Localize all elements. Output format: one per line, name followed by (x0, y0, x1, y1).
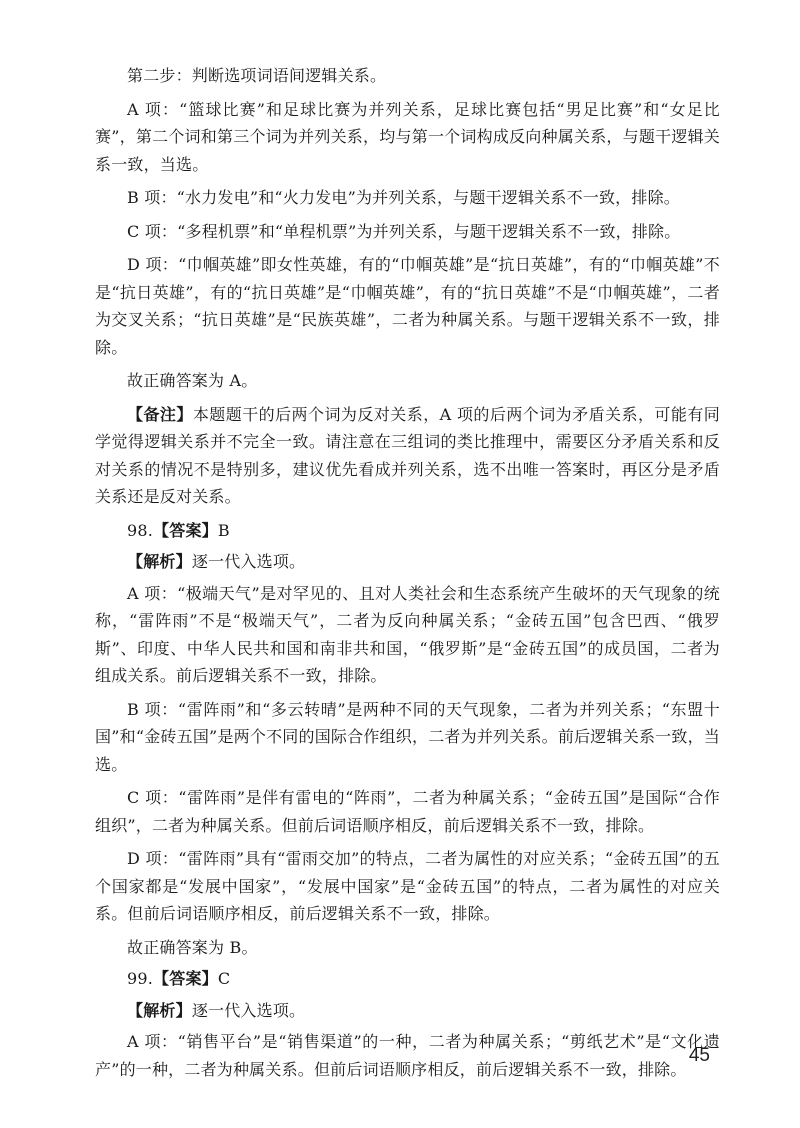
paragraph-98-conclusion (95, 934, 720, 962)
paragraph-text: C 项：“雷阵雨”是伴有雷电的“阵雨”，二者为种属关系；“金砖五国”是国际“合作组织”，二者为种属关系。但前后词语顺序相反，前后逻辑关系不一致，排除。 (95, 788, 720, 835)
paragraph-step-two (95, 62, 720, 90)
paragraph-option-c (95, 218, 720, 246)
paragraph-text: C 项：“多程机票”和“单程机票”为并列关系，与题干逻辑关系不一致，排除。 (127, 221, 681, 241)
paragraph-text: B 项：“水力发电”和“火力发电”为并列关系，与题干逻辑关系不一致，排除。 (127, 188, 680, 207)
analysis-label: 【解析】 (127, 1000, 192, 1020)
analysis-label: 【解析】 (127, 552, 192, 571)
note-label: 【备注】 (127, 404, 193, 424)
paragraph-option-a (95, 96, 720, 179)
paragraph-text: A 项：“篮球比赛”和足球比赛为并列关系，足球比赛包括“男足比赛”和“女足比赛”，第二个词和第三个词为并列关系，均与第一个词构成反向种属关系，与题干逻辑关系一致，当选。 (95, 99, 720, 174)
paragraph-text: 本题题干的后两个词为反对关系，A 项的后两个词为矛盾关系，可能有同学觉得逻辑关系并不完全一致。请注意在三组词的类比推理中，需要区分矛盾关系和反对关系的情况不是特别多，建议优先看成并列关系，选不出唯一答案时，再区分是矛盾关系还是反对关系。 (95, 404, 720, 506)
paragraph-99-option-a (95, 1028, 720, 1083)
question-number: 98. (127, 520, 154, 540)
answer-value: C (217, 969, 231, 988)
paragraph-98-option-c (95, 784, 720, 839)
paragraph-option-b (95, 184, 720, 212)
paragraph-98-option-b (95, 696, 720, 779)
analysis-98 (95, 548, 720, 576)
paragraph-option-d (95, 251, 720, 361)
paragraph-text: B 项：“雷阵雨”和“多云转晴”是两种不同的天气现象，二者为并列关系；“东盟十国”和“金砖五国”是两个不同的国际合作组织，二者为并列关系。前后逻辑关系一致，当选。 (95, 699, 720, 774)
page-number: 45 (688, 1045, 710, 1066)
paragraph-text: 逐一代入选项。 (191, 1000, 306, 1020)
paragraph-98-option-a (95, 580, 720, 690)
paragraph-text: A 项：“销售平台”是“销售渠道”的一种，二者为种属关系；“剪纸艺术”是“文化遗产”的一种，二者为种属关系。但前后词语顺序相反，前后逻辑关系不一致，排除。 (95, 1032, 720, 1079)
question-number: 99. (127, 969, 154, 988)
answer-98 (95, 517, 720, 545)
paragraph-text: A 项：“极端天气”是对罕见的、且对人类社会和生态系统产生破坏的天气现象的统称，“雷阵雨”不是“极端天气”，二者为反向种属关系；“金砖五国”包含巴西、“俄罗斯”、印度、中华人民共和国和南非共和国，“俄罗斯”是“金砖五国”的成员国，二者为组成关系。前后逻辑关系不一致，排除。 (95, 583, 720, 685)
answer-99 (95, 965, 720, 993)
paragraph-text: D 项：“雷阵雨”具有“雷雨交加”的特点，二者为属性的对应关系；“金砖五国”的五个国家都是“发展中国家”，“发展中国家”是“金砖五国”的特点，二者为属性的对应关系。但前后词语顺序相反，前后逻辑关系不一致，排除。 (95, 849, 720, 923)
paragraph-98-option-d (95, 845, 720, 928)
paragraph-text: 逐一代入选项。 (191, 552, 306, 571)
paragraph-text: D 项：“巾帼英雄”即女性英雄，有的“巾帼英雄”是“抗日英雄”，有的“巾帼英雄”不是“抗日英雄”，有的“抗日英雄”是“巾帼英雄”，有的“抗日英雄”不是“巾帼英雄”，二者为交叉关系；“抗日英雄”是“民族英雄”，二者为种属关系。与题干逻辑关系不一致，排除。 (95, 255, 720, 357)
paragraph-text: 故正确答案为 B。 (127, 937, 258, 957)
paragraph-text: 第二步：判断选项词语间逻辑关系。 (127, 66, 387, 85)
paragraph-note (95, 401, 720, 511)
answer-label: 【答案】 (153, 520, 218, 540)
answer-value: B (217, 520, 230, 540)
paragraph-text: 故正确答案为 A。 (127, 371, 258, 390)
answer-label: 【答案】 (153, 969, 218, 988)
paragraph-conclusion (95, 367, 720, 395)
analysis-99 (95, 997, 720, 1025)
page-content (95, 62, 720, 1089)
